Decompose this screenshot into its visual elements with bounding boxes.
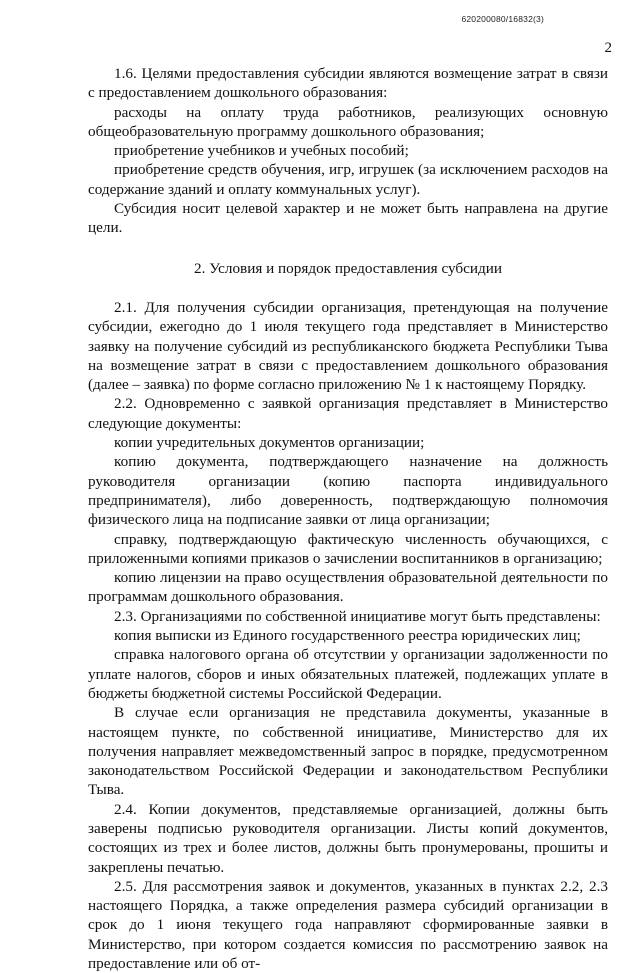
paragraph-appointment-doc: копию документа, подтверждающего назначение на должность руководителя организации (копию паспорта индивидуального предпринимателя), либо доверенность, подтверждающую полномочия физического лица на подписание заявки от лица организации;: [88, 453, 608, 529]
paragraph-target-purpose: Субсидия носит целевой характер и не может быть направлена на другие цели.: [88, 200, 608, 237]
section-heading-2: 2. Условия и порядок предоставления субсидии: [194, 259, 502, 277]
paragraph-registry-extract: копия выписки из Единого государственного реестра юридических лиц;: [114, 627, 581, 645]
paragraph-2-4: 2.4. Копии документов, представляемые организацией, должны быть заверены подписью руководителя организации. Листы копий документов, состоящих из трех и более листов, должны быть пронумерованы, прошиты и закреплены печатью.: [88, 800, 608, 876]
paragraph-textbooks: приобретение учебников и учебных пособий;: [114, 142, 409, 160]
document-id: 620200080/16832(3): [461, 14, 544, 24]
paragraph-enrollment-certificate: справку, подтверждающую фактическую численность обучающихся, с приложенными копиями приказов о зачислении воспитанников в организацию;: [88, 530, 608, 567]
document-body: [88, 64, 608, 973]
paragraph-2-1: 2.1. Для получения субсидии организация, претендующая на получение субсидии, ежегодно до 1 июля текущего года представляет в Министерство заявку на получение субсидий из республиканского бюджета Республики Тыва на возмещение затрат в связи с предоставлением дошкольного образования (далее – заявка) по форме согласно приложению № 1 к настоящему Порядку.: [88, 298, 608, 394]
paragraph-interagency-request: В случае если организация не представила документы, указанные в настоящем пункте, по собственной инициативе, Министерство для их получения направляет межведомственный запрос в порядке, предусмотренном законодательством Российской Федерации и законодательством Республики Тыва.: [88, 704, 608, 799]
paragraph-1-6: 1.6. Целями предоставления субсидии являются возмещение затрат в связи с предоставлением дошкольного образования:: [88, 65, 608, 102]
paragraph-learning-tools: приобретение средств обучения, игр, игрушек (за исключением расходов на содержание зданий и оплату коммунальных услуг).: [88, 161, 608, 198]
paragraph-2-3: 2.3. Организациями по собственной инициативе могут быть представлены:: [114, 607, 601, 625]
paragraph-license: копию лицензии на право осуществления образовательной деятельности по программам дошкольного образования.: [88, 569, 608, 606]
paragraph-tax-certificate: справка налогового органа об отсутствии у организации задолженности по уплате налогов, сборов и иных обязательных платежей, подлежащих уплате в бюджеты бюджетной системы Российской Федерации.: [88, 646, 608, 702]
page-number: 2: [604, 40, 612, 56]
paragraph-2-2: 2.2. Одновременно с заявкой организация представляет в Министерство следующие документы:: [88, 395, 608, 432]
paragraph-founding-docs: копии учредительных документов организации;: [114, 434, 425, 452]
paragraph-2-5: 2.5. Для рассмотрения заявок и документов, указанных в пунктах 2.2, 2.3 настоящего Порядка, а также определения размера субсидий организации в срок до 1 июня текущего года направляют сформированные заявки в Министерство, при котором создается комиссия по рассмотрению заявок на предоставление или об от-: [88, 877, 608, 973]
paragraph-labor-costs: расходы на оплату труда работников, реализующих основную общеобразовательную программу дошкольного образования;: [88, 103, 608, 140]
